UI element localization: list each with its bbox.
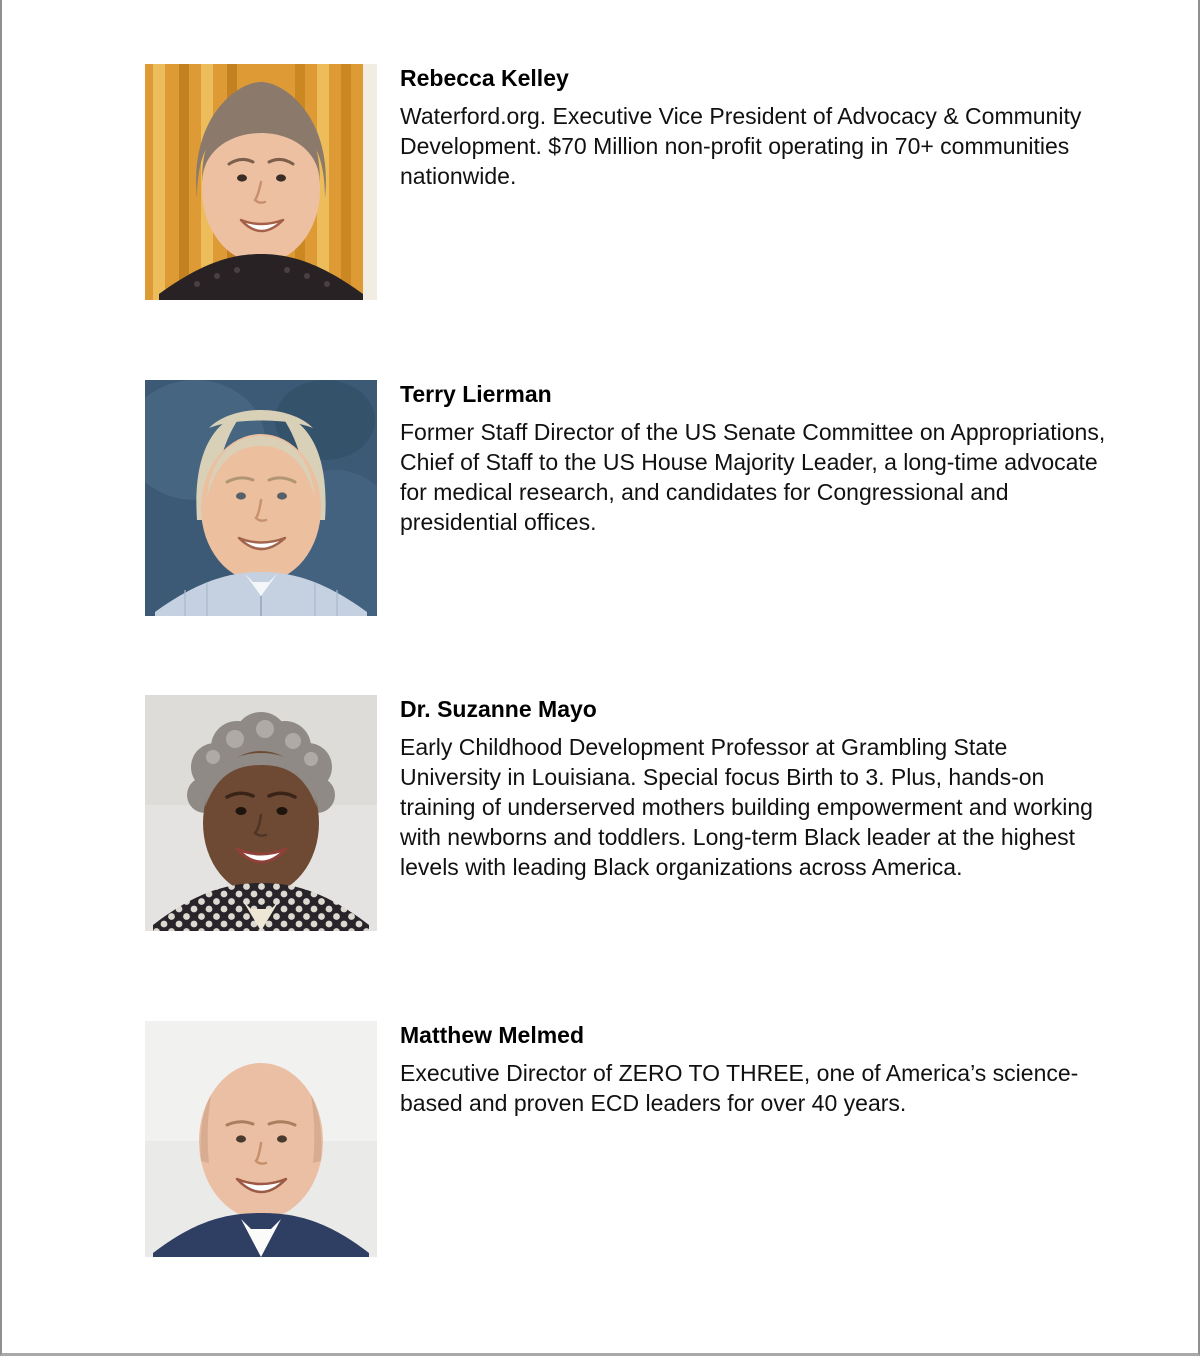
portrait-woman-orange-backdrop-icon [145, 64, 377, 300]
portrait-man-blue-backdrop-icon [145, 380, 377, 616]
person-name: Terry Lierman [400, 381, 552, 407]
portrait-bald-man-light-backdrop-icon [145, 1021, 377, 1257]
profile-text [400, 695, 1112, 882]
profile-photo [145, 695, 377, 931]
person-bio: Waterford.org. Executive Vice President of Advocacy & Community Development. $70 Million non-profit operating in 70+ communities nationwide. [400, 103, 1082, 189]
profile-text [400, 380, 1112, 537]
profile-photo [145, 380, 377, 616]
person-row [145, 1021, 1198, 1257]
person-name: Matthew Melmed [400, 1022, 585, 1048]
person-row [145, 380, 1198, 616]
person-row [145, 695, 1198, 931]
person-name: Dr. Suzanne Mayo [400, 696, 597, 722]
profile-photo [145, 64, 377, 300]
profile-list [2, 0, 1198, 1257]
person-row [145, 64, 1198, 300]
person-name: Rebecca Kelley [400, 65, 569, 91]
profile-text [400, 64, 1112, 191]
profile-text [400, 1021, 1112, 1118]
person-bio: Former Staff Director of the US Senate Committee on Appropriations, Chief of Staff to the US House Majority Leader, a long-time advocate for medical research, and candidates for Congressional and presidential offices. [400, 419, 1106, 535]
person-bio: Early Childhood Development Professor at Grambling State University in Louisiana. Special focus Birth to 3. Plus, hands-on training of underserved mothers building empowerment and working with newborns and toddlers. Long-term Black leader at the highest levels with leading Black organizations across America. [400, 734, 1093, 880]
profile-photo [145, 1021, 377, 1257]
portrait-woman-gray-backdrop-icon [145, 695, 377, 931]
person-bio: Executive Director of ZERO TO THREE, one of America’s science-based and proven ECD leaders for over 40 years. [400, 1060, 1079, 1116]
